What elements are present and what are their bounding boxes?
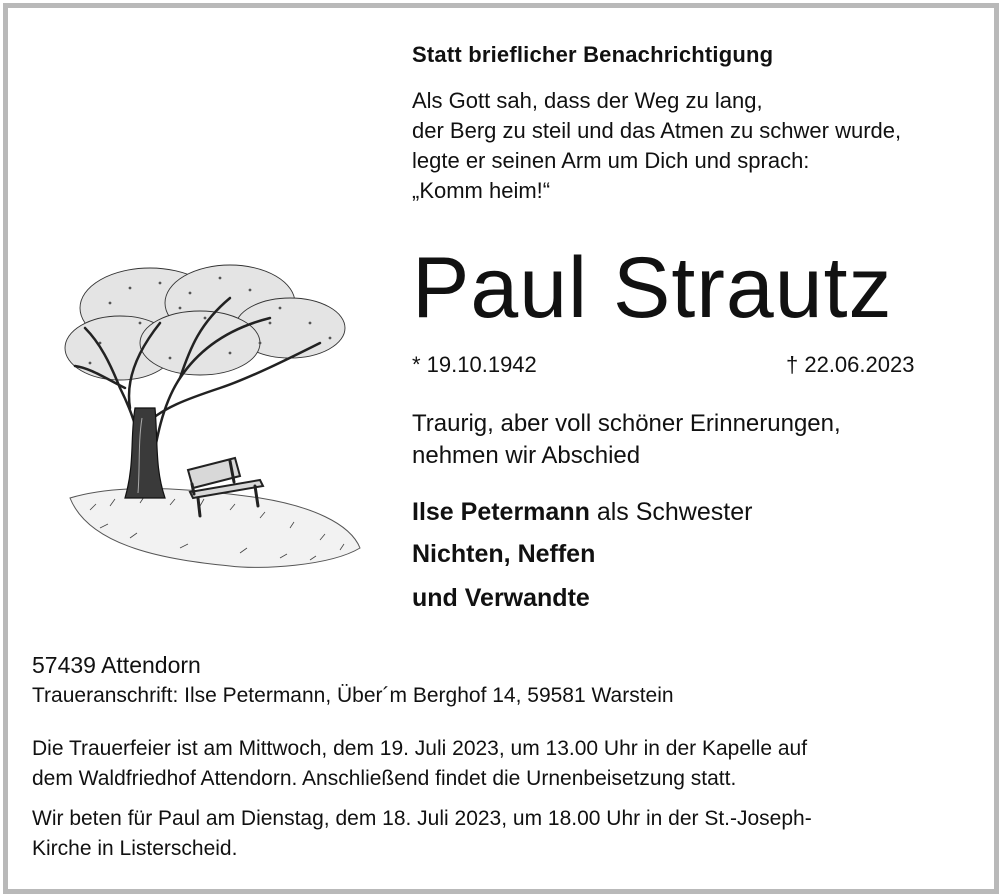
verse-line: Als Gott sah, dass der Weg zu lang, [412,88,763,113]
verse-line: der Berg zu steil und das Atmen zu schwer wurde, [412,118,902,143]
mourning-line: Traurig, aber voll schöner Erinnerungen, [412,410,841,437]
family-line-nieces: Nichten, Neffen [412,540,596,568]
funeral-line: Die Trauerfeier ist am Mittwoch, dem 19. Juli 2023, um 13.00 Uhr in der Kapelle auf [32,737,808,760]
verse-line: legte er seinen Arm um Dich und sprach: [412,148,810,173]
sister-name: Ilse Petermann [412,498,590,526]
sister-relation: als Schwester [596,498,753,526]
funeral-info [32,734,807,794]
mass-line: Kirche in Listerscheid. [32,837,238,860]
death-date: † 22.06.2023 [786,352,915,377]
verse-line: „Komm heim!“ [412,178,551,203]
mass-line: Wir beten für Paul am Dienstag, dem 18. Juli 2023, um 18.00 Uhr in der St.-Joseph- [32,807,812,830]
city: 57439 Attendorn [32,652,201,678]
verse [412,86,901,206]
tree-bench-illustration [30,248,380,578]
funeral-line: dem Waldfriedhof Attendorn. Anschließend findet die Urnenbeisetzung statt. [32,767,737,790]
family-line-sister [412,498,752,527]
birth-date: * 19.10.1942 [412,352,537,377]
mass-info [32,804,812,864]
mourning-address: Traueranschrift: Ilse Petermann, Über´m Berghof 14, 59581 Warstein [32,684,674,707]
mourning-line: nehmen wir Abschied [412,442,641,469]
deceased-name: Paul Strautz [412,240,893,336]
intro-heading: Statt brieflicher Benachrichtigung [412,42,774,67]
family-line-relatives: und Verwandte [412,584,590,612]
mourning-text [412,408,841,472]
